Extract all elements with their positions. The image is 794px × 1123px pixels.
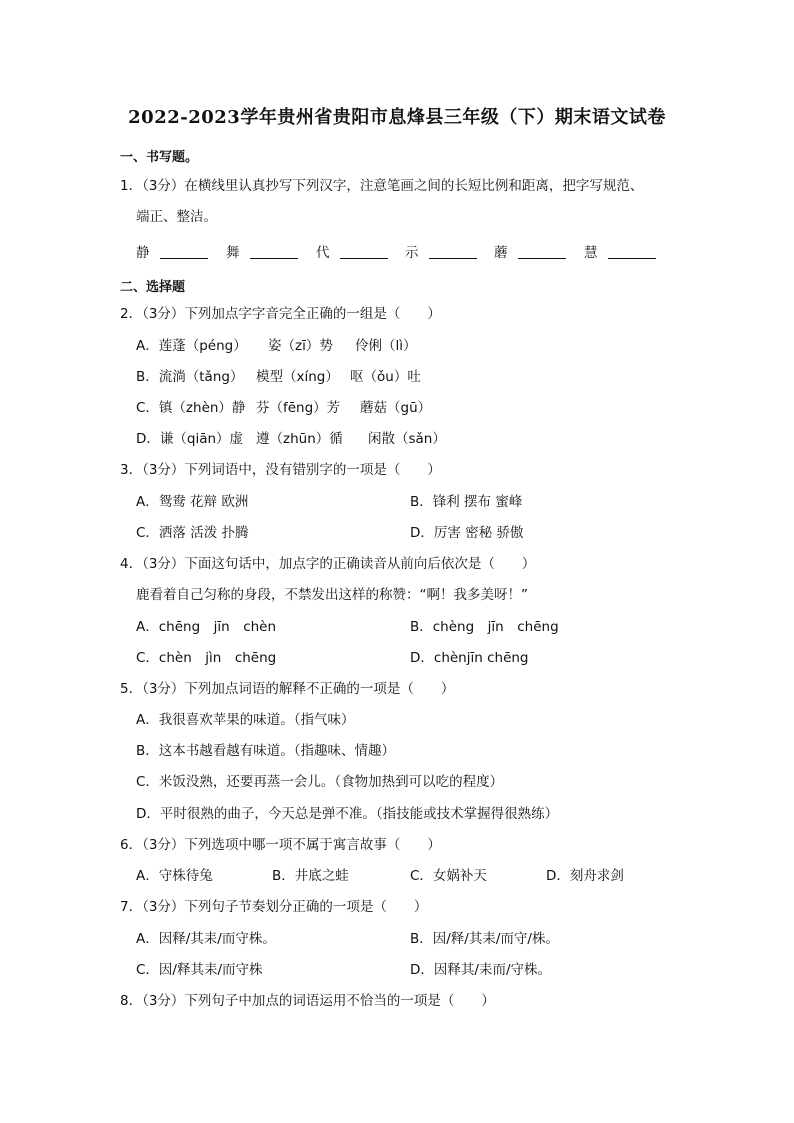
q5-option-c[interactable]: C．米饭没熟，还要再蒸一会儿。（食物加热到可以吃的程度） xyxy=(136,774,504,790)
q3-option-a[interactable]: A．鸳鸯 花辩 欧洲 xyxy=(136,494,249,510)
question-2-stem: 2．（3分）下列加点字字音完全正确的一组是（ ） xyxy=(120,306,441,322)
copy-char: 舞 xyxy=(226,245,240,261)
copy-char: 蘑 xyxy=(494,245,508,261)
question-1-stem-cont: 端正、整洁。 xyxy=(136,209,217,225)
q7-option-a[interactable]: A．因释/其耒/而守株。 xyxy=(136,931,276,947)
q5-option-d[interactable]: D．平时很熟的曲子，今天总是弹不准。（指技能或技术掌握得很熟练） xyxy=(136,806,559,822)
q7-option-d[interactable]: D．因释其/耒而/守株。 xyxy=(410,962,551,978)
q7-option-c[interactable]: C．因/释其耒/而守株 xyxy=(136,962,263,978)
q2-option-a-part2: 姿（zī）势 xyxy=(268,338,333,354)
q6-option-a[interactable]: A．守株待兔 xyxy=(136,868,213,884)
question-4-sentence: 鹿看着自己匀称的身段，不禁发出这样的称赞：“啊！我多美呀！” xyxy=(136,587,528,603)
q4-option-a[interactable]: A．chēng jīn chèn xyxy=(136,619,277,635)
copy-item xyxy=(584,241,656,261)
copy-char: 代 xyxy=(316,245,330,261)
writing-blank[interactable] xyxy=(429,244,477,259)
question-3-stem: 3．（3分）下列词语中，没有错别字的一项是（ ） xyxy=(120,462,441,478)
question-4-stem: 4．（3分）下面这句话中，加点字的正确读音从前向后依次是（ ） xyxy=(120,556,536,572)
q4-option-b[interactable]: B．chèng jīn chēng xyxy=(410,619,559,635)
q4-option-d[interactable]: D．chènjīn chēng xyxy=(410,650,529,666)
copy-item xyxy=(226,241,298,261)
q6-option-c[interactable]: C．女娲补天 xyxy=(410,868,487,884)
q3-option-d[interactable]: D．厉害 密秘 骄傲 xyxy=(410,525,524,541)
q2-option-a-part3: 伶俐（lì） xyxy=(355,338,417,354)
writing-blank[interactable] xyxy=(608,244,656,259)
q2-option-c[interactable]: C．镇（zhèn）静 xyxy=(136,400,246,416)
section-heading-choice: 二、选择题 xyxy=(120,280,186,295)
q3-option-b[interactable]: B．锋利 摆布 蜜峰 xyxy=(410,494,523,510)
copy-item xyxy=(316,241,388,261)
q5-option-a[interactable]: A．我很喜欢苹果的味道。（指气味） xyxy=(136,712,355,728)
q5-option-b[interactable]: B．这本书越看越有味道。（指趣味、情趣） xyxy=(136,743,396,759)
q2-option-d[interactable]: D．谦（qiān）虚 xyxy=(136,431,244,447)
q2-option-b[interactable]: B．流淌（tǎng） xyxy=(136,369,244,385)
question-7-stem: 7．（3分）下列句子节奏划分正确的一项是（ ） xyxy=(120,899,428,915)
q2-option-b-part2: 模型（xíng） xyxy=(256,369,339,385)
writing-blank[interactable] xyxy=(518,244,566,259)
copy-char: 示 xyxy=(405,245,419,261)
q2-option-c-part3: 蘑菇（gū） xyxy=(360,400,432,416)
copy-item xyxy=(405,241,477,261)
q2-option-c-part2: 芬（fēng）芳 xyxy=(256,400,341,416)
copy-characters-row xyxy=(136,241,696,261)
q2-option-d-part2: 遵（zhūn）循 xyxy=(256,431,343,447)
copy-char: 慧 xyxy=(584,245,598,261)
q6-option-b[interactable]: B．井底之蛙 xyxy=(272,868,349,884)
question-8-stem: 8．（3分）下列句子中加点的词语运用不恰当的一项是（ ） xyxy=(120,993,495,1009)
copy-item xyxy=(136,241,208,261)
writing-blank[interactable] xyxy=(340,244,388,259)
q2-option-d-part3: 闲散（sǎn） xyxy=(368,431,446,447)
q7-option-b[interactable]: B．因/释/其耒/而守/株。 xyxy=(410,931,559,947)
writing-blank[interactable] xyxy=(250,244,298,259)
copy-char: 静 xyxy=(136,245,150,261)
q4-option-c[interactable]: C．chèn jìn chēng xyxy=(136,650,277,666)
copy-item xyxy=(494,241,566,261)
q2-option-a[interactable]: A．莲蓬（péng） xyxy=(136,338,247,354)
page-title: 2022-2023学年贵州省贵阳市息烽县三年级（下）期末语文试卷 xyxy=(128,107,666,128)
q2-option-b-part3: 呕（ǒu）吐 xyxy=(350,369,421,385)
question-5-stem: 5．（3分）下列加点词语的解释不正确的一项是（ ） xyxy=(120,681,455,697)
writing-blank[interactable] xyxy=(160,244,208,259)
question-6-stem: 6．（3分）下列选项中哪一项不属于寓言故事（ ） xyxy=(120,837,441,853)
question-1-stem: 1．（3分）在横线里认真抄写下列汉字，注意笔画之间的长短比例和距离，把字写规范、 xyxy=(120,178,644,194)
section-heading-writing: 一、书写题。 xyxy=(120,150,199,165)
q3-option-c[interactable]: C．洒落 活泼 扑腾 xyxy=(136,525,249,541)
q6-option-d[interactable]: D．刻舟求剑 xyxy=(546,868,624,884)
